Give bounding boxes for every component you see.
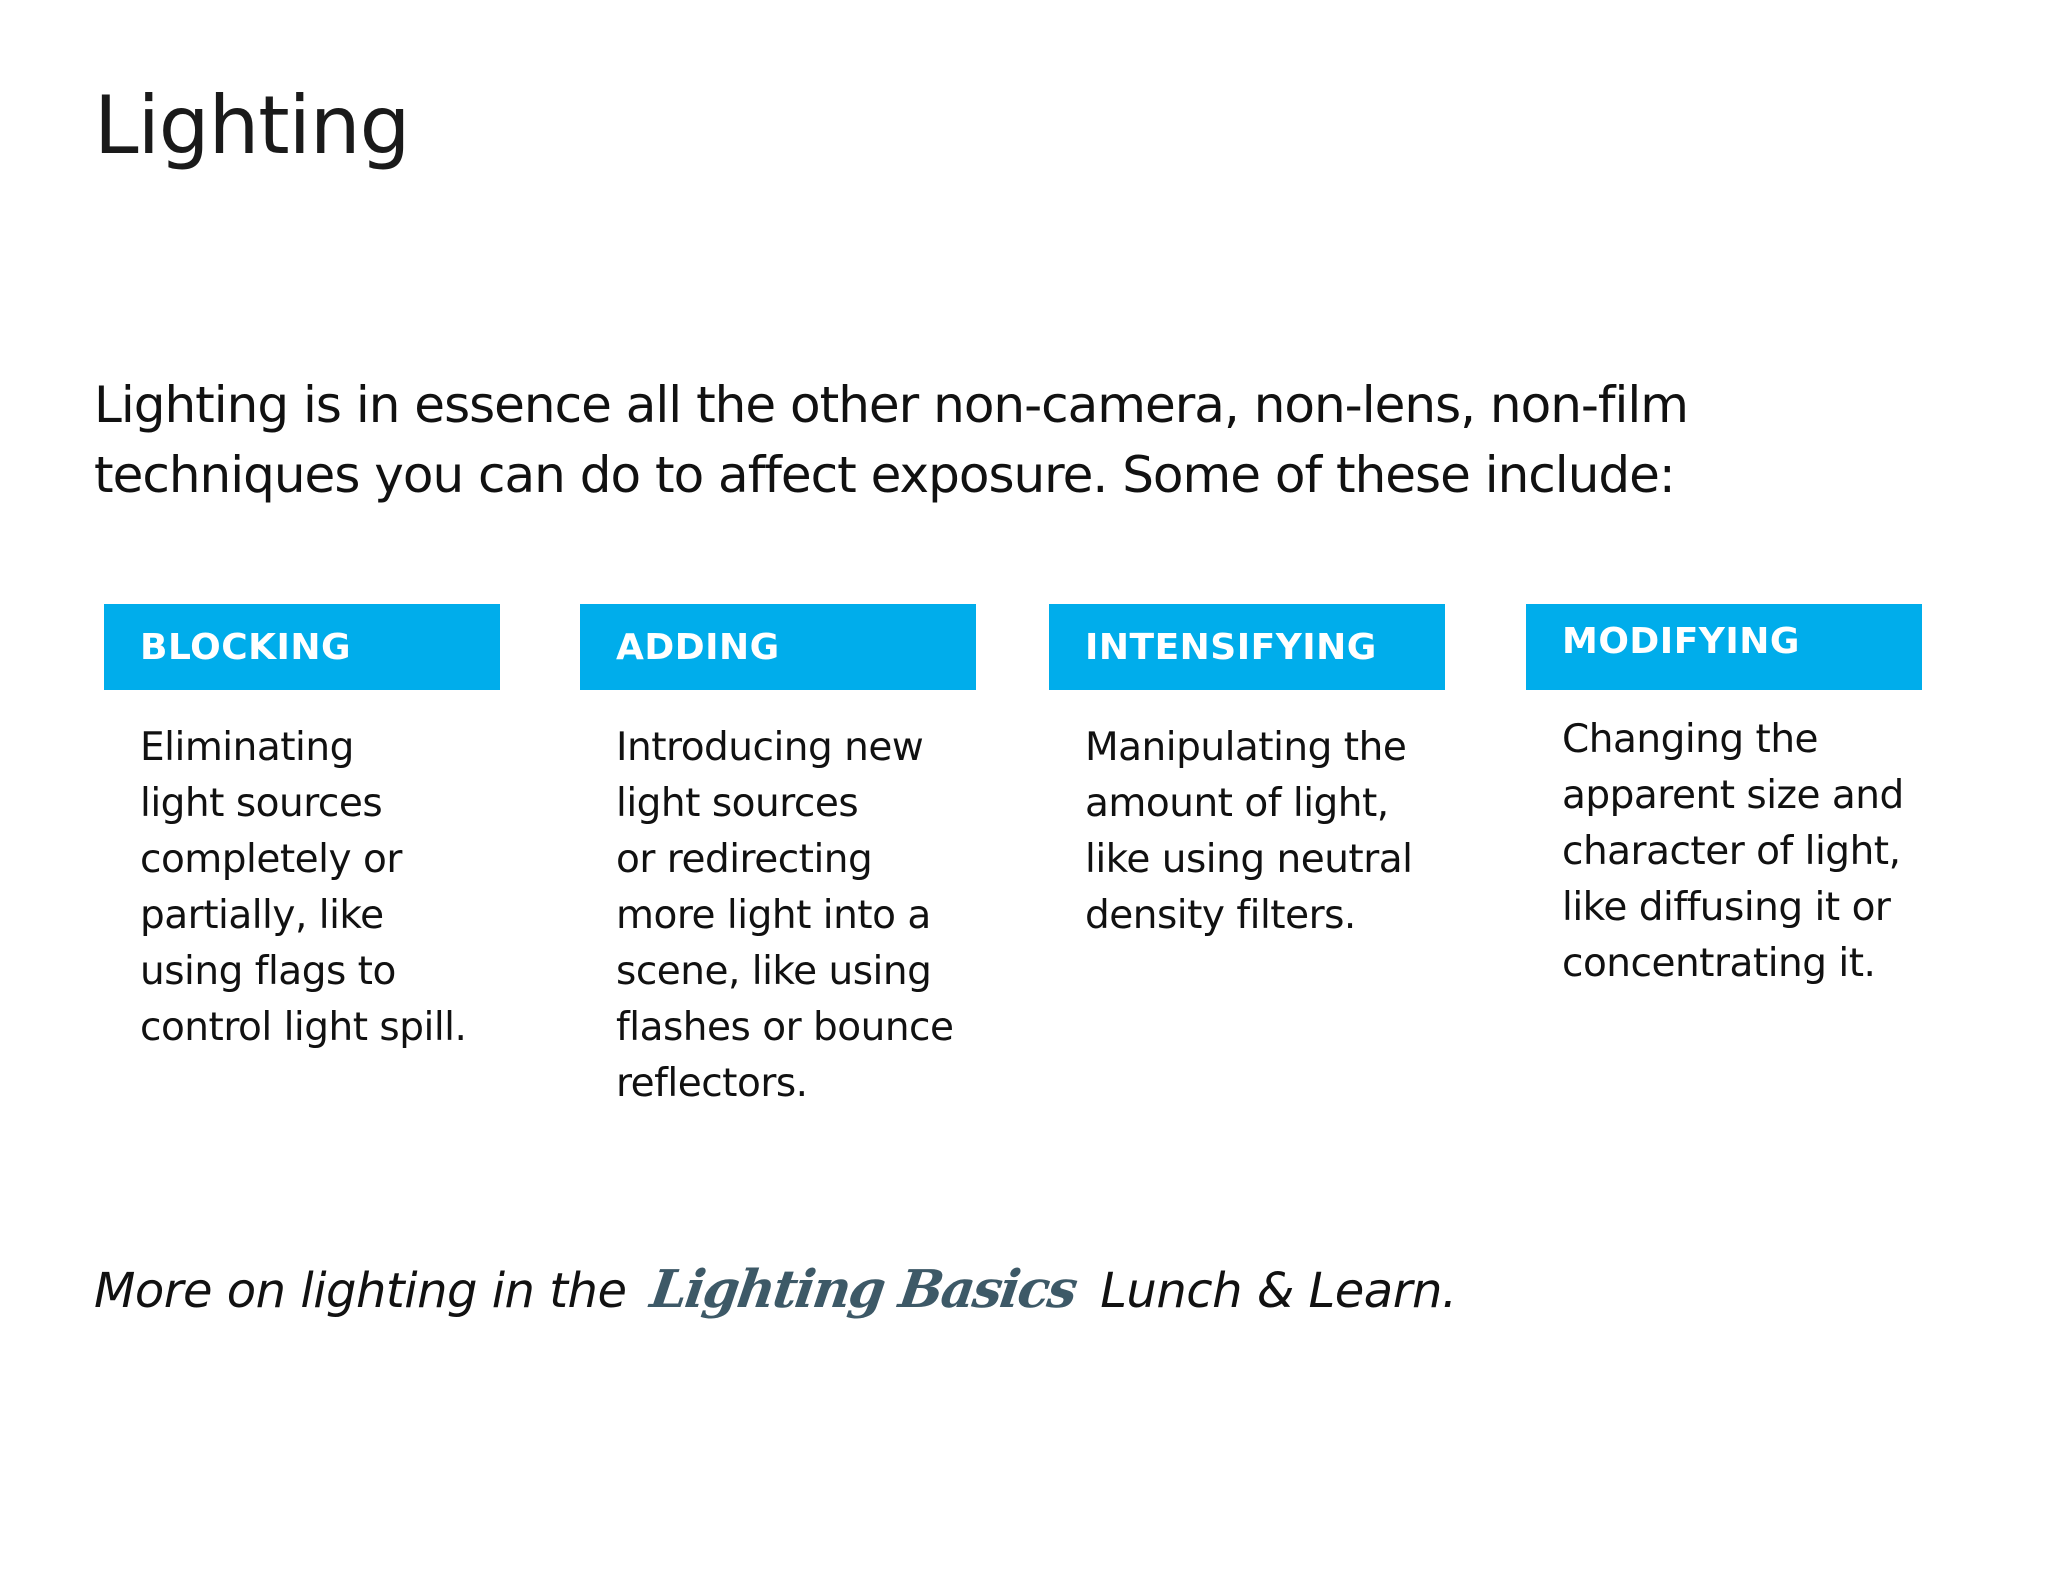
card-line: density filters. — [1085, 893, 1356, 938]
card-line: Eliminating — [140, 725, 354, 770]
card-line: partially, like — [140, 893, 384, 938]
card-line: character of light, — [1562, 829, 1901, 874]
card-adding — [580, 604, 976, 1112]
card-line: Introducing new — [616, 725, 924, 770]
card-line: more light into a — [616, 893, 931, 938]
card-line: scene, like using — [616, 949, 932, 994]
card-line: apparent size and — [1562, 773, 1904, 818]
card-modifying — [1526, 604, 1922, 992]
card-title: BLOCKING — [140, 627, 352, 668]
card-line: completely or — [140, 837, 402, 882]
card-line: amount of light, — [1085, 781, 1389, 826]
card-title: INTENSIFYING — [1085, 627, 1377, 668]
card-description — [1049, 720, 1445, 944]
card-header — [1049, 604, 1445, 690]
card-line: light sources — [616, 781, 859, 826]
card-line: light sources — [140, 781, 383, 826]
footer-text-after: Lunch & Learn. — [1100, 1263, 1457, 1319]
card-header — [1526, 604, 1922, 690]
card-line: like diffusing it or — [1562, 885, 1891, 930]
card-header — [580, 604, 976, 690]
card-title: ADDING — [616, 627, 780, 668]
card-line: Changing the — [1562, 717, 1819, 762]
card-description — [1526, 712, 1922, 992]
card-line: like using neutral — [1085, 837, 1413, 882]
intro-paragraph — [94, 370, 1694, 510]
card-line: using flags to — [140, 949, 396, 994]
card-intensifying — [1049, 604, 1445, 944]
card-title: MODIFYING — [1562, 621, 1800, 662]
card-line: concentrating it. — [1562, 941, 1876, 986]
card-line: control light spill. — [140, 1005, 467, 1050]
intro-line: Lighting is in essence all the other non-camera, non-lens, non-film — [94, 376, 1689, 434]
card-line: Manipulating the — [1085, 725, 1407, 770]
card-header — [104, 604, 500, 690]
card-line: flashes or bounce — [616, 1005, 954, 1050]
card-description — [104, 720, 500, 1056]
lighting-basics-logo: Lighting Basics — [647, 1259, 1080, 1320]
intro-line: techniques you can do to affect exposure. Some of these include: — [94, 446, 1675, 504]
card-line: reflectors. — [616, 1061, 808, 1106]
card-description — [580, 720, 976, 1112]
card-blocking — [104, 604, 500, 1056]
footer-text-before: More on lighting in the — [94, 1263, 627, 1319]
card-line: or redirecting — [616, 837, 873, 882]
page-title: Lighting — [94, 79, 410, 172]
footer-note — [94, 1257, 1457, 1324]
